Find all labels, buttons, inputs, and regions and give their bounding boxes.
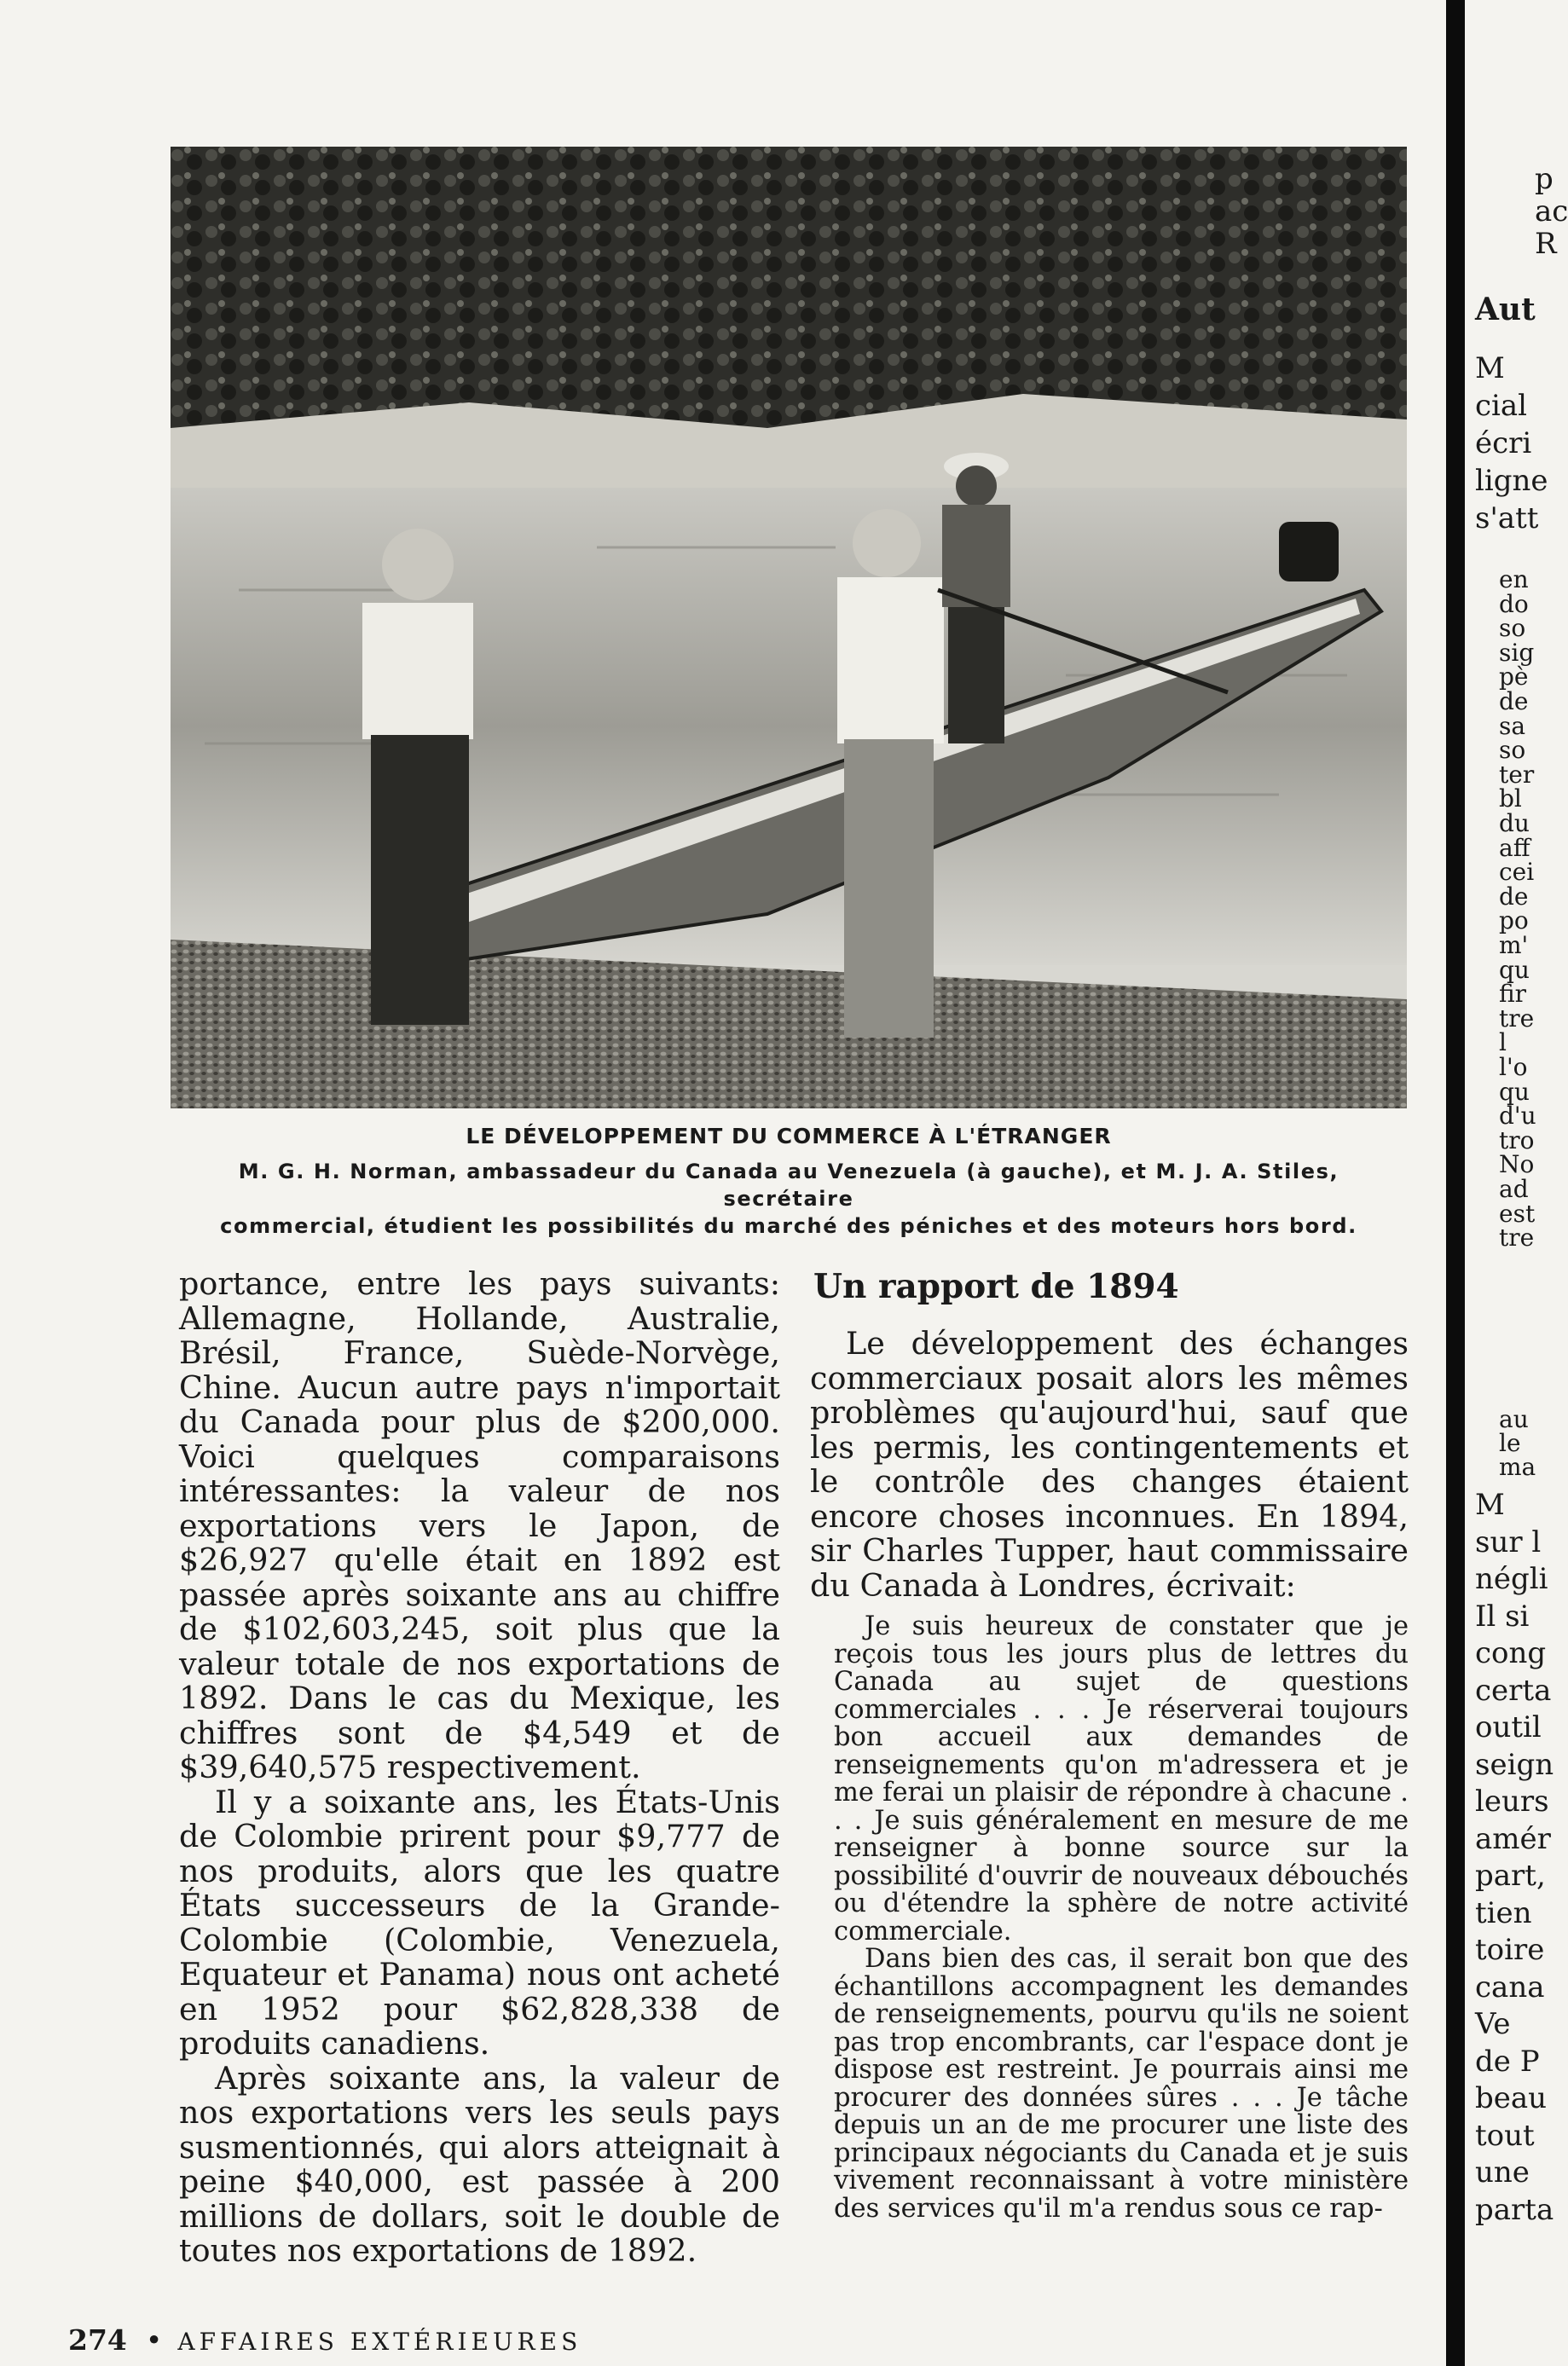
next-page-fragment: sig [1499,638,1535,667]
next-page-fragment: de [1499,687,1529,715]
next-page-fragment: outil [1475,1710,1542,1744]
next-page-fragment: ac [1535,194,1568,229]
next-page-fragment: qu [1499,1077,1530,1106]
next-page-fragment: do [1499,589,1529,618]
next-page-fragment: Il si [1475,1599,1530,1634]
left-column [179,1267,780,2269]
next-page-fragment: au [1499,1405,1529,1433]
next-page-fragment: bl [1499,784,1522,813]
next-page-fragment: le [1499,1429,1521,1457]
next-page-fragment: d'u [1499,1102,1536,1131]
right-column [810,1267,1409,2223]
photograph-boat-river [171,147,1407,1108]
next-page-fragment: cei [1499,858,1535,887]
next-page-fragment: pè [1499,662,1529,691]
paragraph: Après soixante ans, la valeur de nos exportations vers les seuls pays susmentionnés, qui alors atteignait à peine $40,000, est passée à 200 millions de dollars, soit le double de toutes nos exportations de 1892. [179,2059,780,2269]
section-heading: Un rapport de 1894 [813,1267,1179,1306]
next-page-fragment: tre [1499,1223,1535,1252]
next-page-fragment: ma [1499,1453,1536,1481]
tree-line [171,147,1407,428]
next-page-fragment: qu [1499,955,1530,984]
next-page-fragment: p [1535,162,1554,196]
next-page-fragment: R [1535,227,1557,261]
next-page-fragment: négli [1475,1562,1548,1596]
next-page-fragment: aff [1499,833,1530,862]
page-footer [68,2323,581,2357]
next-page-fragment: écri [1475,426,1532,460]
next-page-fragment: parta [1475,2192,1554,2227]
next-page-fragment: tre [1499,1004,1535,1033]
next-page-fragment: amér [1475,1821,1551,1856]
next-page-fragment: une [1475,2155,1530,2190]
next-page-fragment: l'o [1499,1053,1528,1081]
next-page-fragment: en [1499,565,1529,593]
photo-caption-title: LE DÉVELOPPEMENT DU COMMERCE À L'ÉTRANGER [466,1124,1112,1148]
next-page-fragment: so [1499,614,1526,643]
next-page-fragment: certa [1475,1673,1552,1708]
next-page-fragment: po [1499,906,1529,935]
next-page-fragment: Ve [1475,2007,1511,2041]
footer-bullet: • [145,2323,163,2357]
person-left [362,529,473,1025]
person-center [837,509,944,1038]
next-page-fragment: m' [1499,931,1529,959]
next-page-fragment: Aut [1475,292,1536,327]
quote-paragraph: Je suis heureux de constater que je reçois tous les jours plus de lettres du Canada au sujet de questions commerciales . . . Je réserverai toujours bon accueil aux demandes de renseignements qu'on m'adressera et je me ferai un plaisir de répondre à chacune . . . Je suis généralement en mesure de me renseigner à bonne source sur la possibilité d'ouvrir de nouveaux débouchés ou d'étendre la sphère de notre activité commerciale. [834,1611,1409,1947]
paragraph: portance, entre les pays suivants: Allemagne, Hollande, Australie, Brésil, France, Suède-Norvège, Chine. Aucun autre pays n'importait du Canada pour plus de $200,000. Voici quelques comparaisons intéressantes: la valeur de nos exportations vers le Japon, de $26,927 qu'elle était en 1892 est passée après soixante ans au chiffre de $102,603,245, soit plus que la valeur totale de nos exportations de 1892. Dans le cas du Mexique, les chiffres sont de $4,549 et de $39,640,575 respectivement. [179,1265,780,1785]
next-page-fragment: M [1475,1488,1505,1522]
next-page-fragment: part, [1475,1859,1546,1893]
photo-caption-line-2: commercial, étudient les possibilités du marché des péniches et des moteurs hors bord. [220,1214,1357,1238]
photo-illustration [171,147,1407,1108]
next-page-fragment: l [1499,1028,1507,1057]
photo-caption-line-1: M. G. H. Norman, ambassadeur du Canada au Venezuela (à gauche), et M. J. A. Stiles, secrétaire [238,1160,1339,1211]
next-page-fragment: seign [1475,1747,1554,1782]
next-page-fragment: leurs [1475,1785,1549,1819]
next-page-fragment: tout [1475,2118,1535,2153]
photo-caption [171,1158,1407,1240]
next-page-fragment: M [1475,351,1505,385]
next-page-fragment: de P [1475,2044,1540,2079]
next-page-fragment: No [1499,1150,1535,1179]
next-page-fragment: fir [1499,980,1527,1009]
next-page-fragment: s'att [1475,501,1539,535]
next-page-fragment: toire [1475,1933,1545,1967]
next-page-fragment: ter [1499,760,1535,789]
paragraph: Le développement des échanges commerciaux posait alors les mêmes problèmes qu'aujourd'hui, sauf que les permis, les contingentements et le contrôle des changes étaient encore choses inconnues. En 1894, sir Charles Tupper, haut commissaire du Canada à Londres, écrivait: [810,1325,1409,1604]
next-page-fragment: est [1499,1199,1536,1228]
quote-paragraph: Dans bien des cas, il serait bon que des échantillons accompagnent les demandes de renseignements, pourvu qu'ils ne soient pas trop encombrants, car l'espace dont je dispose est restreint. Je pourrais ainsi me procurer des données sûres . . . Je tâche depuis un an de me procurer une liste des principaux négociants du Canada et je suis vivement reconnaissant à votre ministère des services qu'il m'a rendus sous ce rap- [834,1944,1409,2224]
next-page-fragment: tien [1475,1895,1532,1930]
next-page-fragment: du [1499,809,1530,837]
publication-title: AFFAIRES EXTÉRIEURES [177,2328,582,2356]
next-page-fragment: ad [1499,1175,1529,1203]
page-number: 274 [68,2323,127,2357]
next-page-fragment: de [1499,882,1529,911]
block-quote [834,1613,1409,2223]
next-page-strip [1465,0,1568,2366]
next-page-fragment: sa [1499,711,1526,740]
next-page-fragment: cana [1475,1970,1545,2004]
next-page-fragment: ligne [1475,464,1548,498]
outboard-motor [1279,522,1339,581]
next-page-fragment: sur l [1475,1524,1542,1559]
next-page-fragment: cial [1475,389,1528,423]
next-page-fragment: so [1499,736,1526,765]
next-page-fragment: cong [1475,1636,1547,1670]
next-page-fragment: tro [1499,1125,1535,1154]
page-gutter [1446,0,1465,2366]
paragraph: Il y a soixante ans, les États-Unis de Colombie prirent pour $9,777 de nos produits, alors que les quatre États successeurs de la Grande-Colombie (Colombie, Venezuela, Equateur et Panama) nous ont acheté en 1952 pour $62,828,338 de produits canadiens. [179,1783,780,2062]
next-page-fragment: beau [1475,2081,1548,2115]
